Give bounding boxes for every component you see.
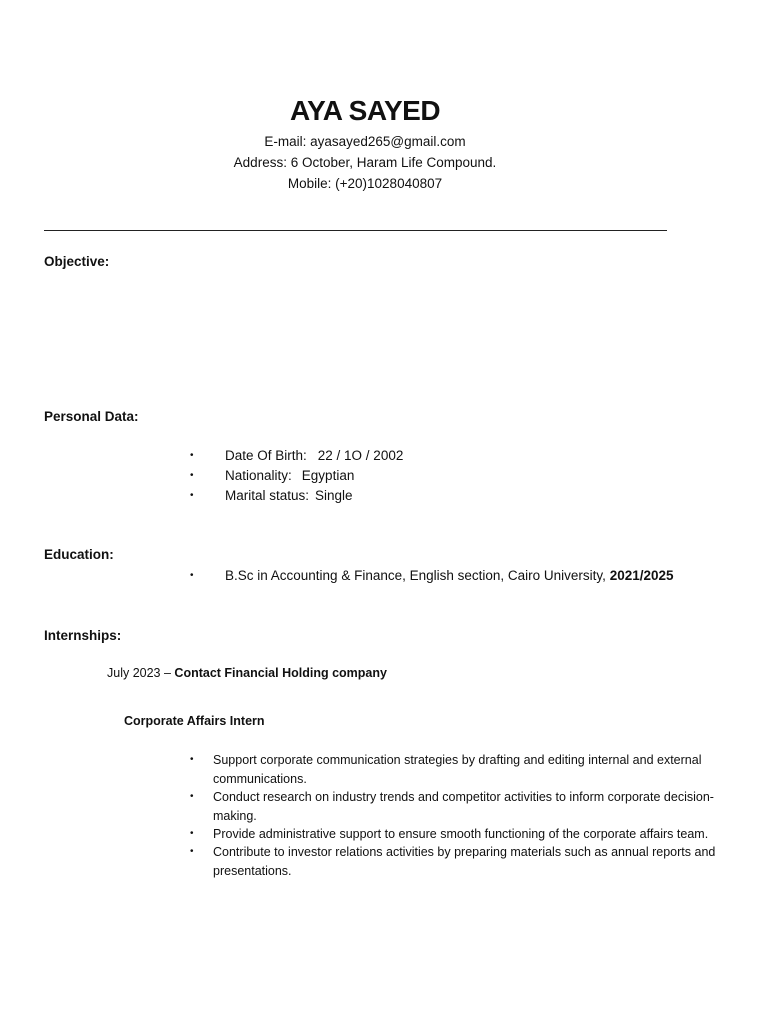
bullet-icon: • [190,470,194,481]
bullet-icon: • [190,450,194,461]
personal-item-nationality [190,468,354,483]
bullet-icon: • [190,490,194,501]
personal-item-label: Nationality: [225,468,292,483]
contact-mobile: Mobile: (+20)1028040807 [287,176,443,191]
bullet-icon: • [190,828,194,839]
bullet-icon: • [190,754,194,765]
bullet-icon: • [190,791,194,802]
internships-heading: Internships: [44,628,122,643]
objective-heading: Objective: [44,254,110,269]
duty-text: Contribute to investor relations activities by preparing materials such as annual reports and presentations. [213,845,716,878]
education-degree: B.Sc in Accounting & Finance, English section, Cairo University, [225,568,606,583]
bullet-icon: • [190,846,194,857]
duty-item [190,751,730,788]
duty-item [190,825,730,844]
candidate-name: AYA SAYED [289,95,441,126]
internship-title-line [107,666,387,680]
header-divider [44,230,667,231]
internship-company: Contact Financial Holding company [174,666,387,680]
contact-email: E-mail: ayasayed265@gmail.com [264,134,466,149]
personal-item-label: Date Of Birth: [225,448,307,463]
duty-text: Conduct research on industry trends and competitor activities to inform corporate decision-making. [213,790,714,823]
duty-text: Support corporate communication strategies by drafting and editing internal and external communications. [213,753,702,786]
education-years: 2021/2025 [609,568,674,583]
personal-item-marital-status [190,488,353,503]
duty-item [190,843,730,880]
personal-data-heading: Personal Data: [44,409,139,424]
internship-date: July 2023 – [107,666,171,680]
bullet-icon: • [190,570,194,581]
contact-address: Address: 6 October, Haram Life Compound. [233,155,497,170]
duty-text: Provide administrative support to ensure smooth functioning of the corporate affairs team. [213,827,709,841]
personal-item-value: Single [315,488,353,503]
personal-item-label: Marital status: [225,488,310,503]
duty-item [190,788,730,825]
personal-item-value: 22 / 1O / 2002 [317,448,404,463]
personal-item-value: Egyptian [301,468,355,483]
education-heading: Education: [44,547,114,562]
personal-item-dob [190,448,403,463]
internship-role: Corporate Affairs Intern [124,714,265,728]
education-item [190,568,674,583]
